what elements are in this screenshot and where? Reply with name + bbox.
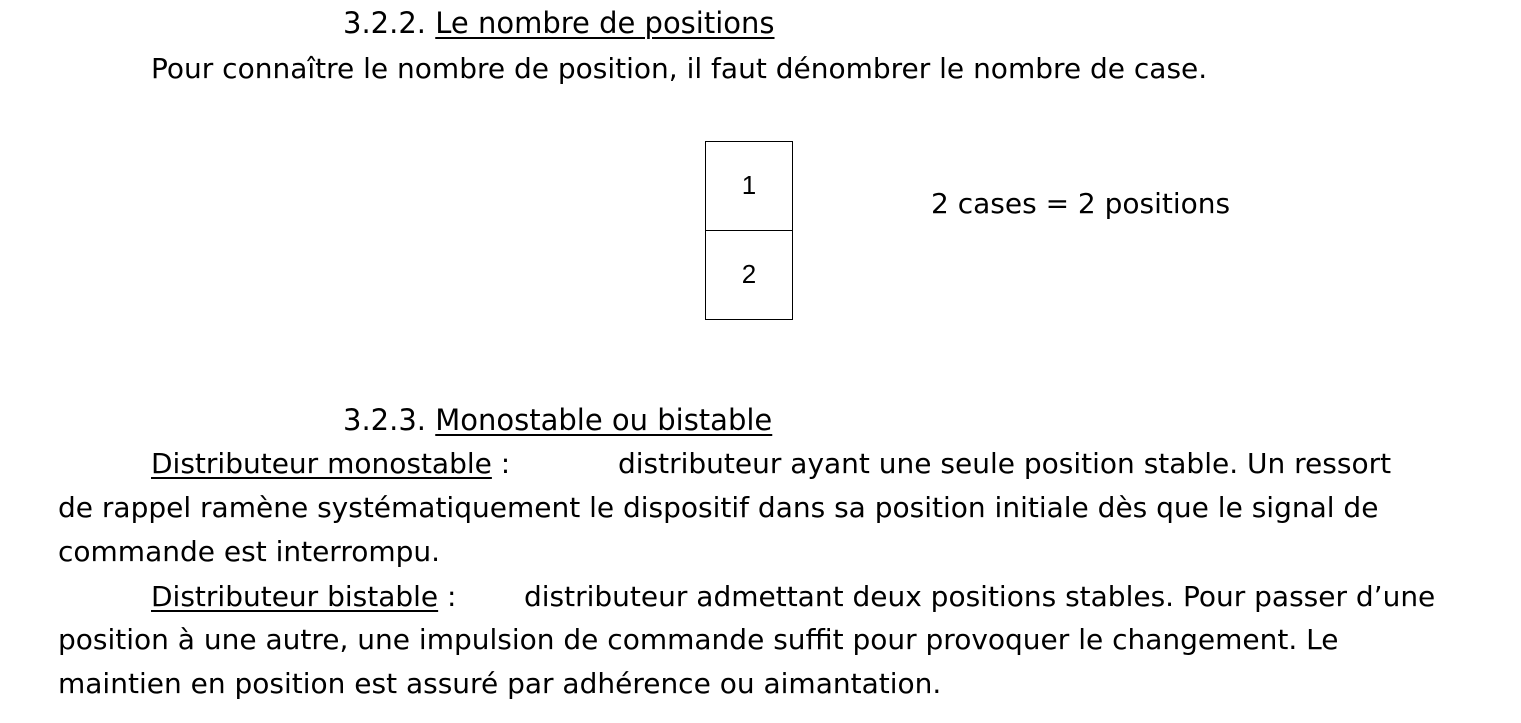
position-cell-2: 2: [741, 259, 757, 290]
mono-term-line: [151, 447, 510, 480]
section-323-title: Monostable ou bistable: [435, 403, 773, 437]
bi-term: Distributeur bistable: [151, 580, 439, 613]
bi-term-line: [151, 580, 456, 613]
bi-line-1: distributeur admettant deux positions stables. Pour passer d’une: [524, 580, 1436, 613]
mono-line-2: de rappel ramène systématiquement le dispositif dans sa position initiale dès que le signal de: [58, 491, 1379, 524]
position-cell-1: 1: [706, 142, 792, 231]
section-322-number: 3.2.2.: [343, 6, 427, 40]
bi-line-3: maintien en position est assuré par adhérence ou aimantation.: [58, 667, 942, 700]
mono-line-3: commande est interrompu.: [58, 535, 441, 568]
bi-separator: :: [447, 580, 457, 613]
section-322-heading: [343, 6, 775, 40]
diagram-caption: 2 cases = 2 positions: [931, 187, 1231, 220]
mono-term: Distributeur monostable: [151, 447, 492, 480]
section-323-heading: [343, 403, 772, 437]
mono-line-1: distributeur ayant une seule position stable. Un ressort: [618, 447, 1392, 480]
section-322-intro: Pour connaître le nombre de position, il faut dénombrer le nombre de case.: [151, 52, 1208, 85]
section-322-title: Le nombre de positions: [435, 6, 775, 40]
mono-separator: :: [500, 447, 511, 480]
section-323-number: 3.2.3.: [343, 403, 427, 437]
bi-line-2: position à une autre, une impulsion de commande suffit pour provoquer le changement. Le: [58, 623, 1339, 656]
position-cells-diagram: [705, 141, 793, 320]
